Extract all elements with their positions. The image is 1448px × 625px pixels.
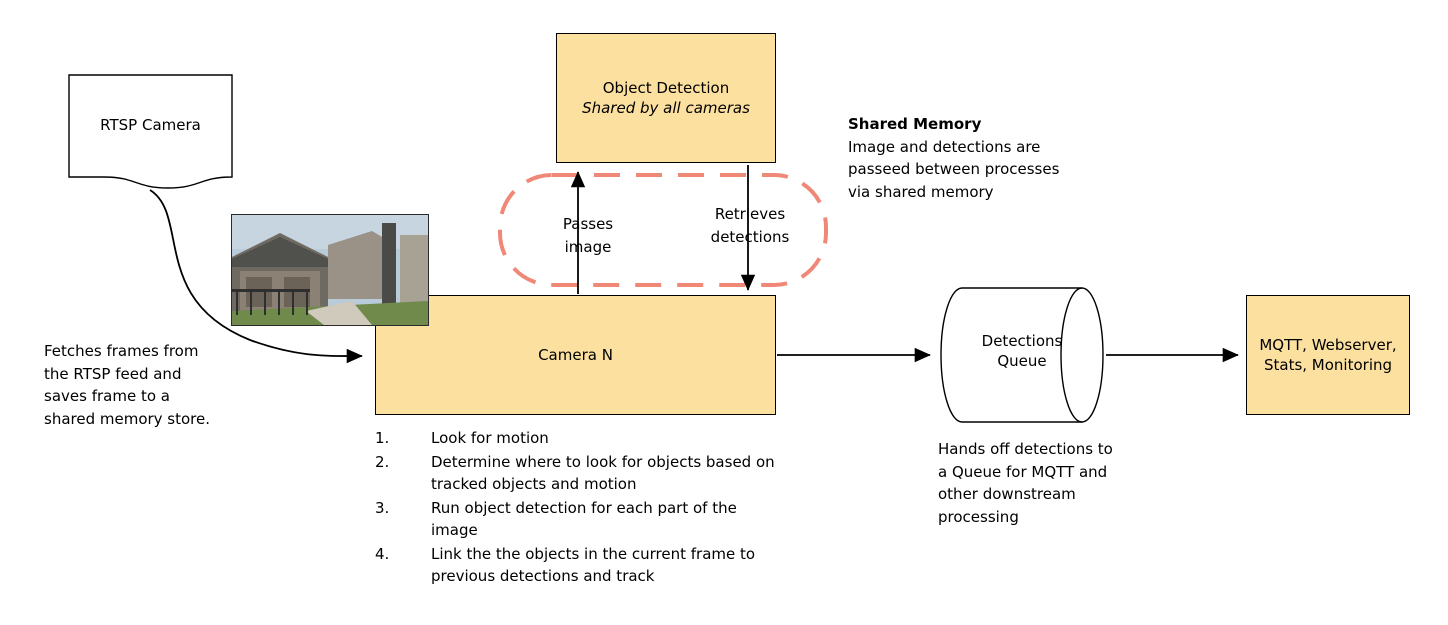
node-detections-queue	[940, 287, 1104, 423]
object-detection-label: Object Detection	[602, 78, 730, 97]
camera-thumbnail-art	[232, 215, 428, 325]
camera-thumbnail	[231, 214, 429, 326]
step-item	[375, 497, 775, 542]
rtsp-camera-label: RTSP Camera	[100, 116, 201, 134]
node-object-detection	[556, 33, 776, 163]
step-item	[375, 451, 775, 496]
consumers-label-line1: MQTT, Webserver,	[1259, 335, 1397, 354]
shared-memory-heading: Shared Memory	[848, 115, 982, 133]
node-camera-n	[375, 295, 776, 415]
shared-memory-body: Image and detections are passeed between processes via shared memory	[848, 137, 1060, 201]
node-consumers	[1246, 295, 1410, 415]
node-rtsp-camera	[68, 74, 233, 189]
step-text: Look for motion	[431, 429, 549, 447]
label-retrieves-detections: Retrieves detections	[710, 205, 790, 246]
step-number: 3.	[375, 498, 390, 517]
annotation-shared-memory	[848, 113, 1063, 203]
consumers-label-line2: Stats, Monitoring	[1263, 356, 1393, 374]
step-item	[375, 427, 775, 450]
object-detection-sublabel: Shared by all cameras	[582, 99, 750, 117]
step-item	[375, 543, 775, 588]
step-number: 2.	[375, 452, 390, 471]
step-number: 4.	[375, 544, 390, 563]
step-text: Run object detection for each part of the image	[431, 498, 737, 539]
step-text: Determine where to look for objects based on tracked objects and motion	[431, 452, 775, 493]
detections-queue-label: Detections Queue	[981, 332, 1063, 371]
annotation-queue-note: Hands off detections to a Queue for MQTT and other downstream processing	[938, 440, 1113, 526]
step-text: Link the the objects in the current frame to previous detections and track	[431, 544, 756, 585]
camera-n-steps	[375, 427, 775, 589]
annotation-rtsp-note: Fetches frames from the RTSP feed and saves frame to a shared memory store.	[44, 342, 211, 428]
label-passes-image: Passes image	[562, 215, 614, 256]
camera-n-label: Camera N	[538, 345, 613, 364]
step-number: 1.	[375, 429, 390, 447]
